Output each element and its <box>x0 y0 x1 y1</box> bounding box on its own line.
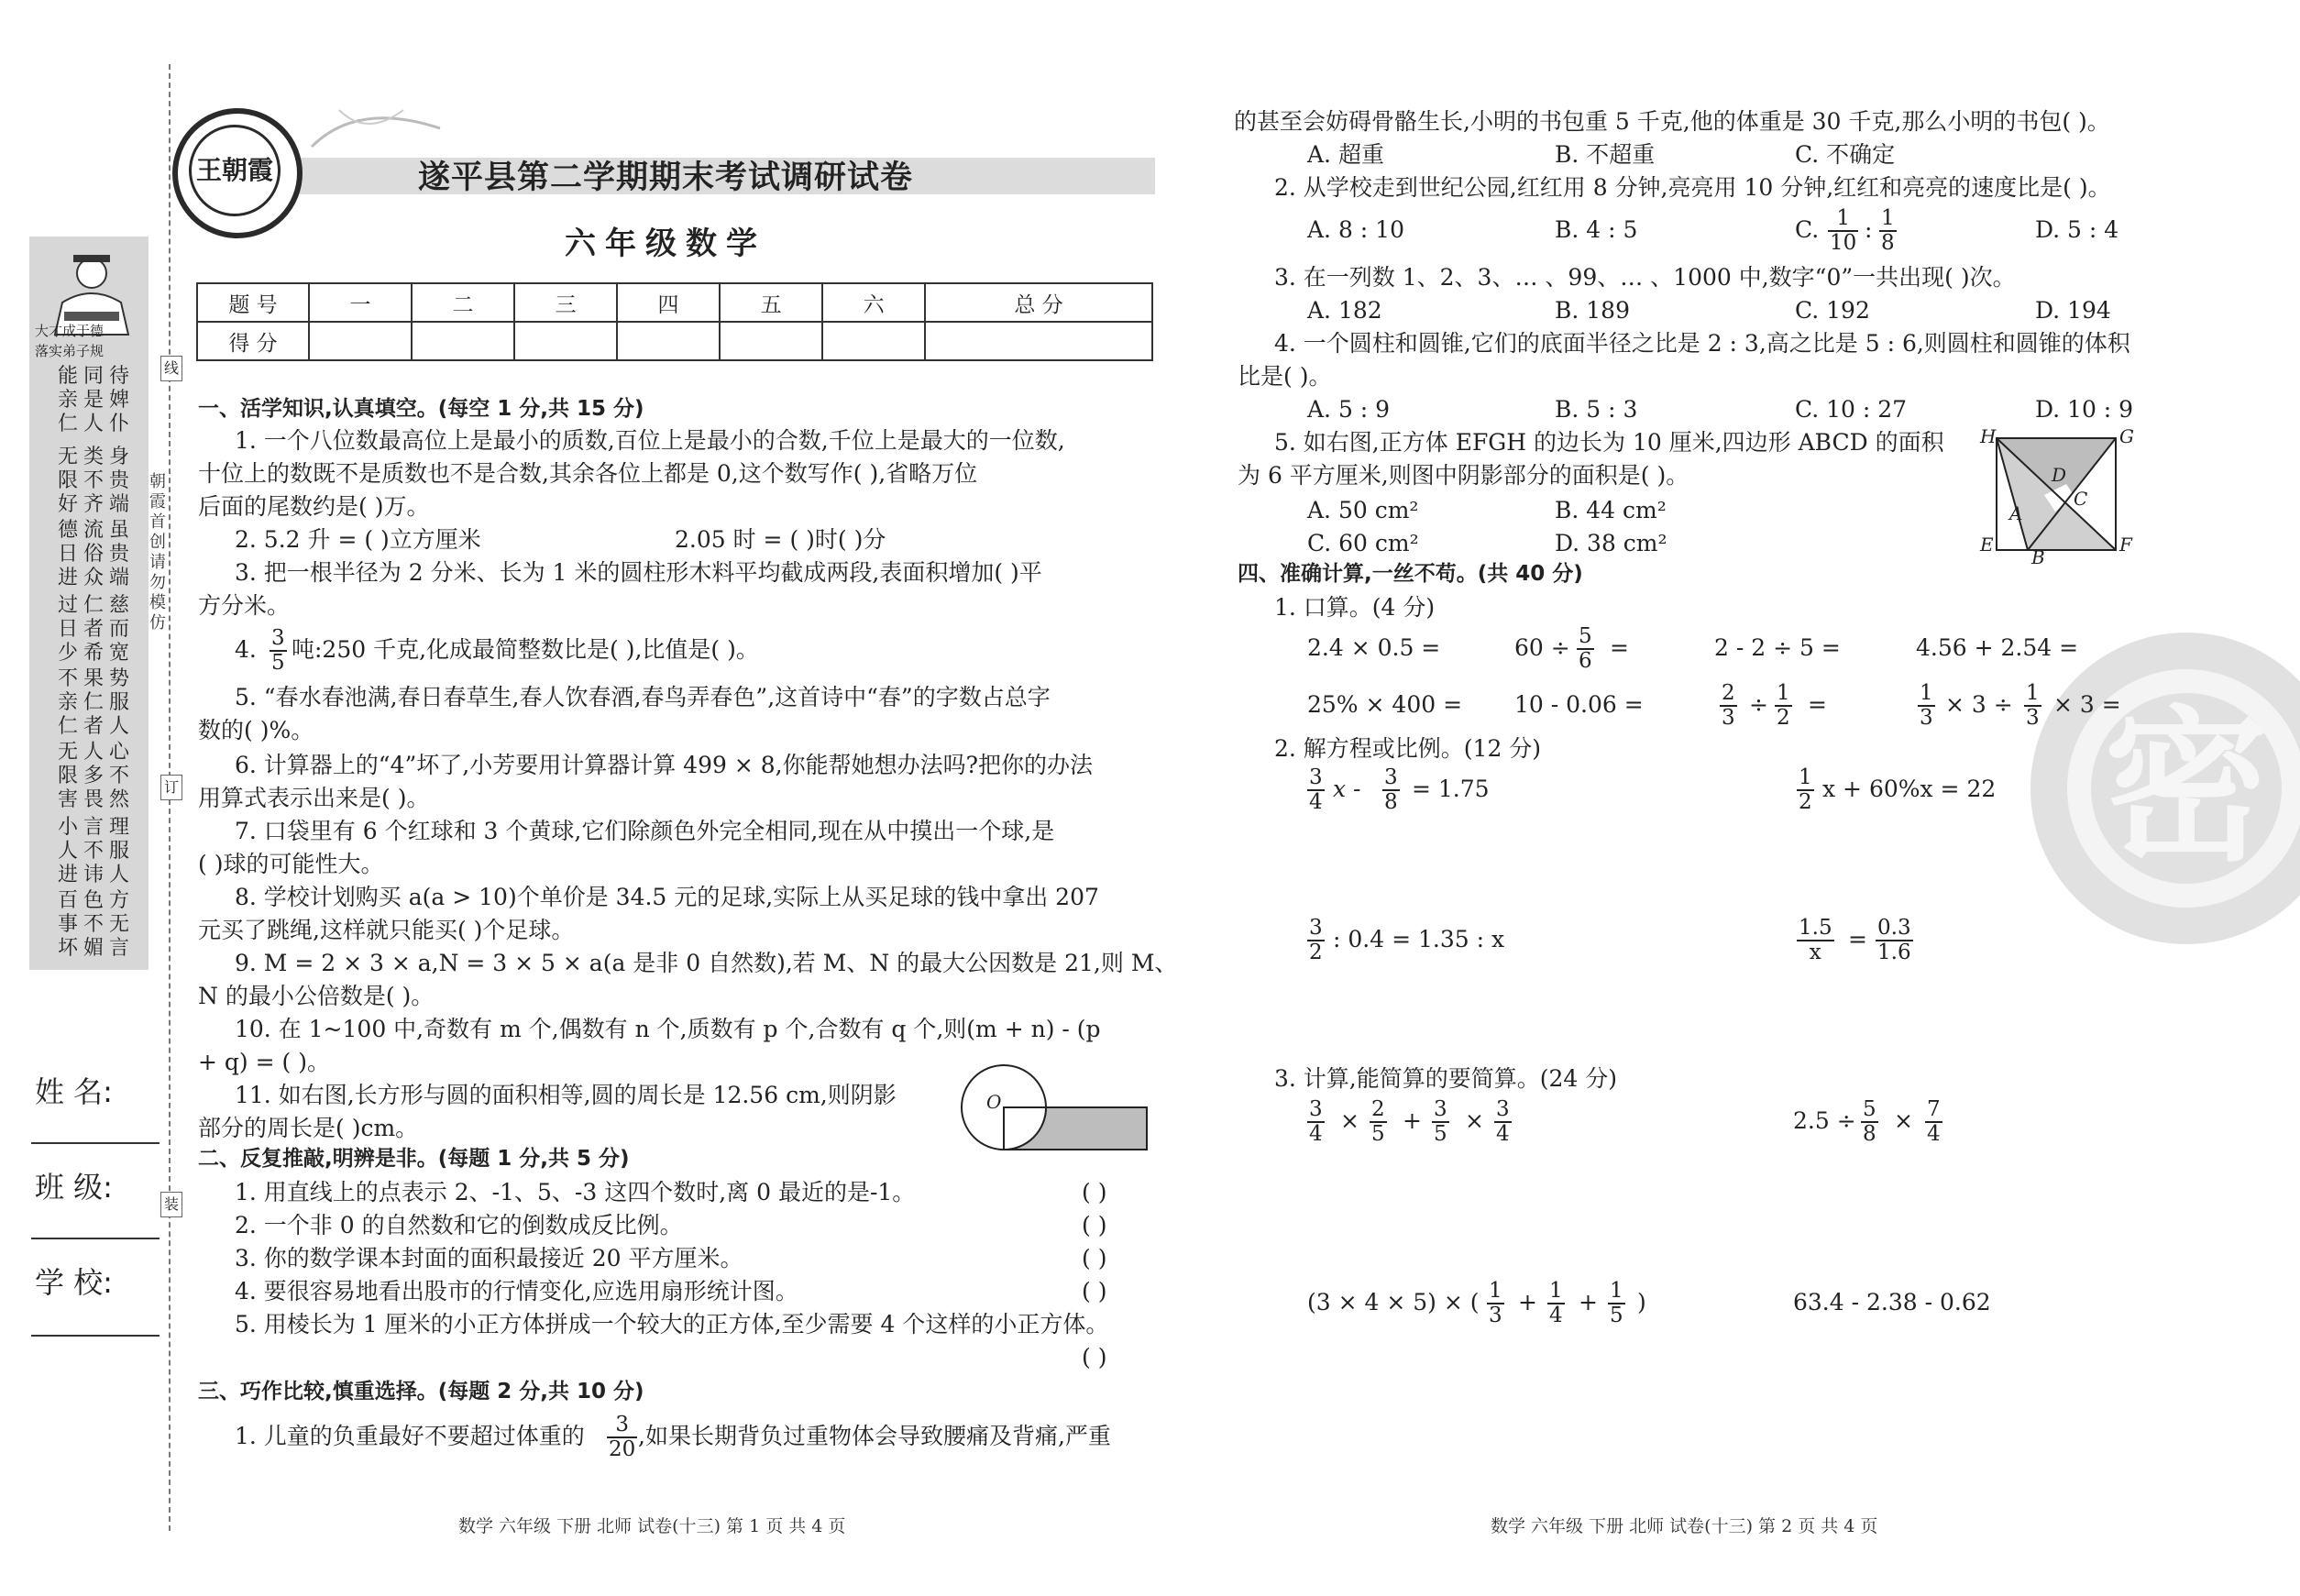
proverb-column: 不亲仁 <box>57 667 78 738</box>
score-table-header-row <box>197 283 1152 322</box>
fraction <box>1828 207 1858 255</box>
denominator: 4 <box>1549 1304 1563 1327</box>
circle-rectangle-figure <box>953 1054 1155 1155</box>
section-3-title: 三、巧作比较,慎重选择。(每题 2 分,共 10 分) <box>198 1380 644 1403</box>
page-title: 遂平县第二学期期末考试调研试卷 <box>417 160 913 196</box>
answer-paren[interactable]: ( ) <box>1082 1179 1107 1205</box>
proverb-column: 理服人 <box>108 816 129 886</box>
choice-option[interactable]: B. 189 <box>1555 297 1630 324</box>
section-2-title: 二、反复推敲,明辨是非。(每题 1 分,共 5 分) <box>198 1147 630 1171</box>
score-input-cell[interactable] <box>309 322 412 360</box>
numerator: 1 <box>1549 1279 1563 1303</box>
calc-operator: × <box>1340 1107 1359 1134</box>
score-cell: 六 <box>822 283 925 322</box>
figure-label: G <box>2119 425 2134 447</box>
page-subtitle: 六年级数学 <box>565 226 766 262</box>
denominator: 2 <box>1777 706 1790 730</box>
score-cell: 一 <box>309 283 412 322</box>
calc-operator: ) <box>1637 1289 1646 1315</box>
square-efgh-figure <box>1989 431 2127 559</box>
figure-label: D <box>2052 464 2067 486</box>
score-input-cell[interactable] <box>514 322 617 360</box>
ribbon-ornament <box>303 101 449 156</box>
proverb-column: 势服人 <box>108 667 129 738</box>
fraction <box>1720 682 1737 730</box>
answer-paren[interactable]: ( ) <box>1082 1278 1107 1304</box>
oral-item: × 3 = <box>2053 691 2121 718</box>
proverb-column: 慈而宽 <box>108 594 129 665</box>
fraction <box>607 1414 637 1461</box>
true-false-item: 1. 用直线上的点表示 2、-1、5、-3 这四个数时,离 0 最近的是-1。 <box>235 1179 916 1205</box>
calc-operator: + <box>1518 1289 1537 1315</box>
choice-option[interactable]: C. 不确定 <box>1795 141 1896 168</box>
fraction <box>1370 1098 1387 1146</box>
logo-text: 王朝霞 <box>189 125 281 216</box>
binding-mark: 线 <box>160 356 182 381</box>
oral-item: 60 ÷ <box>1514 634 1570 661</box>
fraction <box>1797 917 1834 964</box>
denominator: 5 <box>1434 1122 1447 1146</box>
denominator: 4 <box>1927 1122 1941 1146</box>
question-text: 1. 一个八位数最高位上是最小的质数,百位上是最小的合数,千位上是最大的一位数, <box>235 427 1065 454</box>
choice-option[interactable]: A. 8 : 10 <box>1307 216 1404 243</box>
question-text: 比是( )。 <box>1238 363 1332 390</box>
class-label: 班 级: <box>35 1170 113 1205</box>
name-field[interactable] <box>31 1142 160 1144</box>
ratio-colon: : <box>1865 216 1873 243</box>
question-text: 4. 一个圆柱和圆锥,它们的底面半径之比是 2 : 3,高之比是 5 : 6,则圆柱和圆锥的体积 <box>1274 330 2130 357</box>
answer-paren[interactable]: ( ) <box>1082 1212 1107 1238</box>
oral-item: 2 - 2 ÷ 5 = <box>1714 634 1841 661</box>
score-cell: 四 <box>617 283 720 322</box>
proverb-column: 果仁者 <box>83 667 104 738</box>
subsection-title: 2. 解方程或比例。(12 分) <box>1274 735 1542 762</box>
denominator: 2 <box>1799 790 1812 814</box>
numerator: 1 <box>1828 207 1858 232</box>
answer-paren[interactable]: ( ) <box>1082 1245 1107 1271</box>
true-false-item: 3. 你的数学课本封面的面积最接近 20 平方厘米。 <box>235 1245 743 1271</box>
denominator: 10 <box>1830 231 1857 255</box>
numerator: 3 <box>1309 916 1323 940</box>
denominator: 3 <box>1489 1304 1502 1327</box>
figure-label: A <box>2009 502 2023 524</box>
question-text: 2. 5.2 升 = ( )立方厘米 <box>235 526 481 553</box>
fraction <box>270 627 287 675</box>
equation-text: x - <box>1333 776 1361 802</box>
choice-option[interactable]: C. 10 : 27 <box>1795 396 1908 423</box>
denominator: 3 <box>1920 706 1933 730</box>
proverb-column: 待婢仆 <box>108 365 129 435</box>
denominator: 8 <box>1881 231 1895 255</box>
question-text: 5. 如右图,正方体 EFGH 的边长为 10 厘米,四边形 ABCD 的面积 <box>1274 429 1944 456</box>
choice-option[interactable]: D. 38 cm² <box>1555 530 1667 556</box>
fraction <box>1925 1098 1942 1146</box>
oral-item: × 3 ÷ <box>1945 691 2013 718</box>
question-text: + q) = ( )。 <box>198 1049 330 1075</box>
choice-option[interactable]: C. 192 <box>1795 297 1870 324</box>
question-text: 部分的周长是( )cm。 <box>198 1115 419 1141</box>
choice-option[interactable]: A. 182 <box>1307 297 1382 324</box>
school-field[interactable] <box>31 1335 160 1337</box>
choice-option[interactable]: B. 44 cm² <box>1555 497 1667 523</box>
score-input-cell[interactable] <box>925 322 1152 360</box>
calc-text: 2.5 ÷ <box>1793 1107 1856 1134</box>
oral-item: 2.4 × 0.5 = <box>1307 634 1441 661</box>
numerator: 3 <box>1309 1097 1323 1121</box>
question-text: 7. 口袋里有 6 个红球和 3 个黄球,它们除颜色外完全相同,现在从中摸出一个球,是 <box>235 818 1055 844</box>
score-table <box>196 282 1153 361</box>
question-text: 十位上的数既不是质数也不是合数,其余各位上都是 0,这个数写作( ),省略万位 <box>198 460 978 487</box>
denominator: 5 <box>271 651 285 675</box>
page-footer: 数学 六年级 下册 北师 试卷(十三) 第 1 页 共 4 页 <box>458 1516 846 1536</box>
question-text: 为 6 平方厘米,则图中阴影部分的面积是( )。 <box>1238 462 1689 489</box>
denominator: 3 <box>1722 706 1735 730</box>
question-text: 3. 在一列数 1、2、3、… 、99、… 、1000 中,数字“0”一共出现( )次。 <box>1274 264 2016 291</box>
figure-label: B <box>2031 546 2045 568</box>
true-false-item: 5. 用棱长为 1 厘米的小正方体拼成一个较大的正方体,至少需要 4 个这样的小正方体。 <box>235 1311 1109 1337</box>
name-label: 姓 名: <box>35 1074 113 1109</box>
fraction <box>1307 766 1325 814</box>
numerator: 3 <box>1434 1097 1447 1121</box>
proverb-column: 德日进 <box>57 519 78 589</box>
oral-item: = <box>1610 634 1629 661</box>
fraction <box>1918 682 1935 730</box>
calc-operator: + <box>1579 1289 1598 1315</box>
choice-option[interactable]: D. 194 <box>2035 297 2111 324</box>
numerator: 1.5 <box>1799 916 1832 940</box>
question-text: ( )球的可能性大。 <box>198 851 384 877</box>
subsection-title: 1. 口算。(4 分) <box>1274 594 1436 621</box>
denominator: 8 <box>1384 790 1398 814</box>
binding-mark: 订 <box>160 775 182 800</box>
question-text: 2.05 时 = ( )时( )分 <box>675 526 886 553</box>
proverb-column: 百事坏 <box>57 889 78 960</box>
choice-option[interactable]: B. 4 : 5 <box>1555 216 1638 243</box>
numerator: 1 <box>1777 681 1790 705</box>
question-text: 11. 如右图,长方形与圆的面积相等,圆的周长是 12.56 cm,则阴影 <box>235 1082 897 1108</box>
figure-label: E <box>1980 534 1994 556</box>
proverb-column: 无限害 <box>57 741 78 811</box>
numerator: 2 <box>1371 1097 1385 1121</box>
oral-item: 10 - 0.06 = <box>1514 691 1644 718</box>
oral-item: = <box>1808 691 1827 718</box>
denominator: 1.6 <box>1877 941 1911 964</box>
watermark-char: 密 <box>2103 692 2269 884</box>
proverb-column: 言不讳 <box>83 816 104 886</box>
fraction <box>1307 1098 1325 1146</box>
score-input-cell[interactable] <box>617 322 720 360</box>
proverb-column: 无限好 <box>57 446 78 516</box>
question-text: 的甚至会妨碍骨骼生长,小明的书包重 5 千克,他的体重是 30 千克,那么小明的书包( )。 <box>1234 108 2110 135</box>
oral-item: 4.56 + 2.54 = <box>1916 634 2079 661</box>
score-input-cell[interactable] <box>720 322 822 360</box>
score-cell: 五 <box>720 283 822 322</box>
fraction <box>1487 1280 1504 1327</box>
fraction <box>1876 917 1913 964</box>
question-text: 后面的尾数约是( )万。 <box>198 493 430 520</box>
answer-paren[interactable]: ( ) <box>1082 1344 1107 1370</box>
question-text: 方分米。 <box>198 592 291 619</box>
proverb-column: 流俗众 <box>83 519 104 589</box>
numerator: 3 <box>1496 1097 1510 1121</box>
class-field[interactable] <box>31 1238 160 1239</box>
numerator: 0.3 <box>1877 916 1911 940</box>
choice-option[interactable]: A. 5 : 9 <box>1307 396 1391 423</box>
question-text: N 的最小公倍数是( )。 <box>198 983 435 1009</box>
denominator: 5 <box>1371 1122 1385 1146</box>
denominator: 4 <box>1309 790 1323 814</box>
proverb-column: 色不媚 <box>83 889 104 960</box>
numerator: 5 <box>1863 1097 1876 1121</box>
fraction <box>1547 1280 1565 1327</box>
denominator: 4 <box>1496 1122 1510 1146</box>
true-false-item: 2. 一个非 0 的自然数和它的倒数成反比例。 <box>235 1212 683 1238</box>
calc-operator: × <box>1894 1107 1913 1134</box>
equation-text: = <box>1848 926 1867 952</box>
equation-text: = 1.75 <box>1412 776 1490 802</box>
fraction <box>1432 1098 1449 1146</box>
fraction <box>1797 766 1814 814</box>
fraction <box>1608 1280 1625 1327</box>
numerator: 7 <box>1927 1097 1941 1121</box>
question-text: 9. M = 2 × 3 × a,N = 3 × 5 × a(a 是非 0 自然数),若 M、N 的最大公因数是 21,则 M、 <box>235 950 1178 976</box>
calc-operator: × <box>1465 1107 1484 1134</box>
numerator: 1 <box>1610 1279 1623 1303</box>
equation-text: x + 60%x = 22 <box>1822 776 1997 802</box>
proverb-column: 身贵端 <box>108 446 129 516</box>
choice-option[interactable]: C. <box>1795 216 1820 243</box>
score-input-cell[interactable] <box>822 322 925 360</box>
calc-text: (3 × 4 × 5) × ( <box>1307 1289 1480 1315</box>
confidential-watermark <box>2030 633 2300 944</box>
question-text: 8. 学校计划购买 a(a > 10)个单价是 34.5 元的足球,实际上从买足球的钱中拿出 207 <box>235 884 1099 910</box>
question-number: 4. <box>235 636 257 663</box>
numerator: 1 <box>1881 206 1895 230</box>
fraction <box>1577 625 1594 673</box>
proverb-column: 人多畏 <box>83 741 104 811</box>
fraction <box>1307 917 1325 964</box>
fraction <box>1494 1098 1512 1146</box>
section-1-title: 一、活学知识,认真填空。(每空 1 分,共 15 分) <box>198 397 644 421</box>
side-slogan-1: 大才成于德 <box>35 323 105 339</box>
figure-label: C <box>2074 488 2088 510</box>
denominator: 8 <box>1863 1122 1876 1146</box>
numerator: 3 <box>1384 765 1398 789</box>
side-slogan-2: 落实弟子规 <box>35 343 105 359</box>
denominator: 6 <box>1579 649 1592 673</box>
question-text: ,如果长期背负过重物体会导致腰痛及背痛,严重 <box>638 1423 1111 1449</box>
equation-text: : 0.4 = 1.35 : x <box>1333 926 1505 952</box>
fraction <box>1382 766 1400 814</box>
proverb-column: 虽贵端 <box>108 519 129 589</box>
question-text: 用算式表示出来是( )。 <box>198 785 430 811</box>
fraction <box>1775 682 1792 730</box>
denominator: 4 <box>1309 1122 1323 1146</box>
numerator: 5 <box>1579 624 1592 648</box>
question-text: 数的( )%。 <box>198 717 314 743</box>
school-label: 学 校: <box>35 1265 113 1300</box>
denominator: 3 <box>2026 706 2040 730</box>
subsection-title: 3. 计算,能简算的要简算。(24 分) <box>1274 1065 1618 1092</box>
question-text: 10. 在 1~100 中,奇数有 m 个,偶数有 n 个,质数有 p 个,合数有 q 个,则(m + n) - (p <box>235 1016 1101 1042</box>
choice-option[interactable]: A. 50 cm² <box>1307 497 1419 523</box>
proverb-column: 心不然 <box>108 741 129 811</box>
choice-option[interactable]: D. 10 : 9 <box>2035 396 2134 423</box>
numerator: 1 <box>1489 1279 1502 1303</box>
numerator: 3 <box>1309 765 1323 789</box>
figure-label: F <box>2119 534 2132 556</box>
proverb-column: 小人进 <box>57 816 78 886</box>
proverb-column: 仁者希 <box>83 594 104 665</box>
proverb-column: 过日少 <box>57 594 78 665</box>
numerator: 1 <box>2026 681 2040 705</box>
numerator: 1 <box>1799 765 1812 789</box>
denominator: 5 <box>1610 1304 1623 1327</box>
proverb-column: 类不齐 <box>83 446 104 516</box>
choice-option[interactable]: D. 5 : 4 <box>2035 216 2119 243</box>
score-cell: 得 分 <box>197 322 309 360</box>
oral-item: ÷ <box>1749 691 1768 718</box>
question-text: 5. “春水春池满,春日春草生,春人饮春酒,春鸟弄春色”,这首诗中“春”的字数占总字 <box>235 684 1051 710</box>
page-footer: 数学 六年级 下册 北师 试卷(十三) 第 2 页 共 4 页 <box>1491 1516 1878 1536</box>
question-text: 6. 计算器上的“4”坏了,小芳要用计算器计算 499 × 8,你能帮她想办法吗?把你的办法 <box>235 752 1093 778</box>
true-false-item: 4. 要很容易地看出股市的行情变化,应选用扇形统计图。 <box>235 1278 798 1304</box>
binding-mark: 装 <box>160 1192 182 1217</box>
score-cell: 二 <box>412 283 514 322</box>
calc-operator: + <box>1403 1107 1422 1134</box>
question-text: 吨:250 千克,化成最简整数比是( ),比值是( )。 <box>292 636 759 663</box>
calc-text: 63.4 - 2.38 - 0.62 <box>1793 1289 1991 1315</box>
section-4-title: 四、准确计算,一丝不苟。(共 40 分) <box>1238 562 1583 586</box>
fraction <box>1861 1098 1878 1146</box>
oral-item: 25% × 400 = <box>1307 691 1463 718</box>
question-text: 2. 从学校走到世纪公园,红红用 8 分钟,亮亮用 10 分钟,红红和亮亮的速度比是( )。 <box>1274 174 2111 201</box>
choice-option[interactable]: C. 60 cm² <box>1307 530 1419 556</box>
figure-label-o: O <box>986 1091 1002 1113</box>
question-text: 3. 把一根半径为 2 分米、长为 1 米的圆柱形木料平均截成两段,表面积增加( )平 <box>235 559 1042 586</box>
fraction <box>1879 207 1897 255</box>
choice-option[interactable]: B. 不超重 <box>1555 141 1656 168</box>
question-text: 1. 儿童的负重最好不要超过体重的 <box>235 1423 585 1449</box>
score-cell: 三 <box>514 283 617 322</box>
score-cell: 题 号 <box>197 283 309 322</box>
denominator: 2 <box>1309 941 1323 964</box>
denominator: 20 <box>609 1437 636 1461</box>
proverb-column: 能亲仁 <box>57 365 78 435</box>
figure-label: H <box>1980 425 1997 447</box>
numerator: 2 <box>1722 681 1735 705</box>
choice-option[interactable]: B. 5 : 3 <box>1555 396 1638 423</box>
denominator: x <box>1809 941 1821 964</box>
score-cell: 总 分 <box>925 283 1152 322</box>
score-input-cell[interactable] <box>412 322 514 360</box>
numerator: 3 <box>271 626 285 650</box>
numerator: 1 <box>1920 681 1933 705</box>
proverb-column: 方无言 <box>108 889 129 960</box>
proverb-column: 同是人 <box>83 365 104 435</box>
numerator: 3 <box>607 1414 637 1438</box>
fraction <box>2024 682 2041 730</box>
choice-option[interactable]: A. 超重 <box>1307 141 1384 168</box>
vertical-note: 朝霞首创 请勿模仿 <box>149 472 166 633</box>
score-table-score-row <box>197 322 1152 360</box>
question-text: 元买了跳绳,这样就只能买( )个足球。 <box>198 917 575 943</box>
